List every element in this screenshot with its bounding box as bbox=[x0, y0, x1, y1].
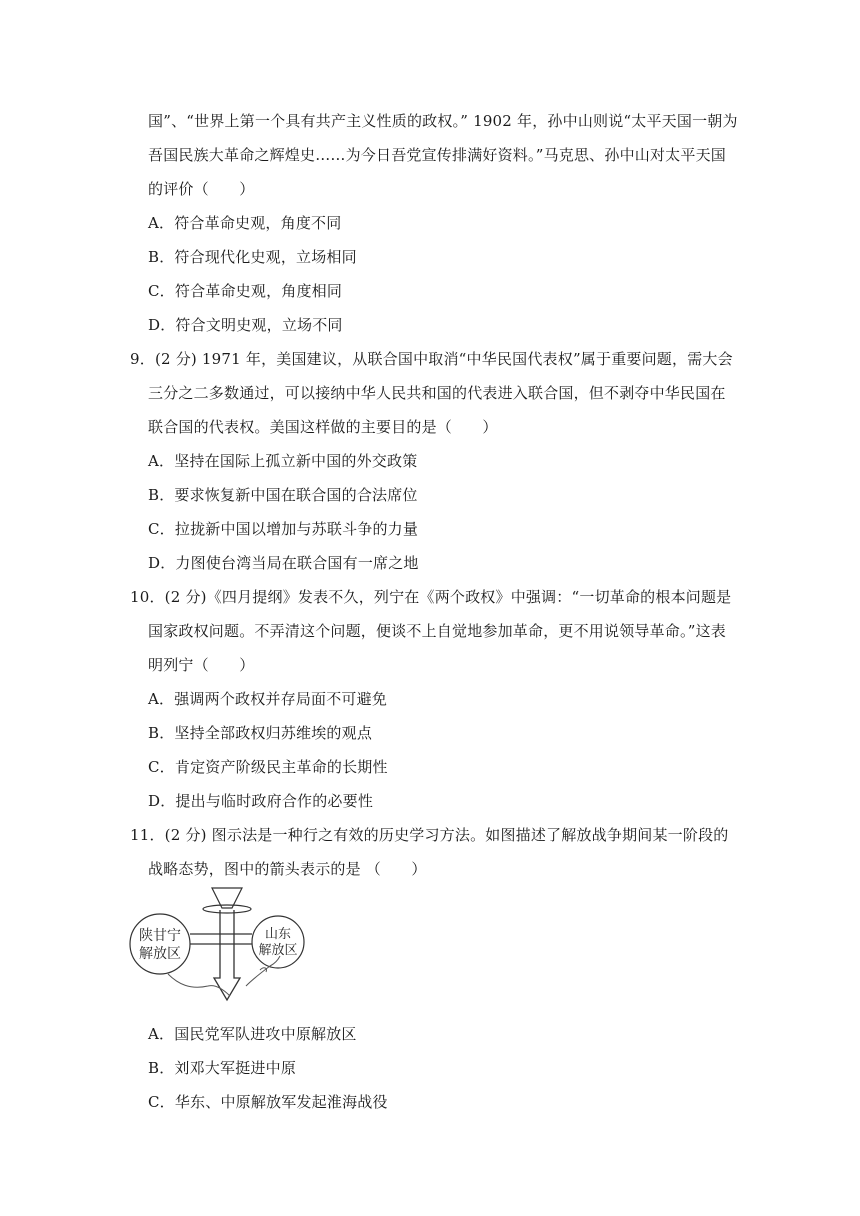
q8-stem-line-3: 的评价（ ） bbox=[148, 180, 255, 198]
q10-stem-line-1: 10．(2 分)《四月提纲》发表不久，列宁在《两个政权》中强调：“一切革命的根本问题是 bbox=[130, 588, 732, 606]
q11-option-a: A．国民党军队进攻中原解放区 bbox=[148, 1025, 357, 1043]
q9-stem-line-3: 联合国的代表权。美国这样做的主要目的是（ ） bbox=[148, 418, 498, 436]
q8-option-d: D．符合文明史观，立场不同 bbox=[148, 316, 343, 334]
right-label-line-1: 山东 bbox=[264, 927, 292, 942]
q8-stem-line-2: 吾国民族大革命之辉煌史……为今日吾党宣传排满好资料。”马克思、孙中山对太平天国 bbox=[148, 146, 726, 164]
q10-option-d: D．提出与临时政府合作的必要性 bbox=[148, 792, 374, 810]
q9-option-b: B．要求恢复新中国在联合国的合法席位 bbox=[148, 486, 418, 504]
q8-stem-line-1: 国”、“世界上第一个具有共产主义性质的政权。” 1902 年，孙中山则说“太平天国一朝为 bbox=[148, 112, 738, 130]
q10-option-c: C．肯定资产阶级民主革命的长期性 bbox=[148, 758, 388, 776]
q10-option-b: B．坚持全部政权归苏维埃的观点 bbox=[148, 724, 373, 742]
q8-option-a: A．符合革命史观，角度不同 bbox=[148, 214, 342, 232]
q11-stem-line-2: 战略态势，图中的箭头表示的是 （ ） bbox=[148, 860, 427, 878]
river-curve-right bbox=[246, 956, 280, 986]
q8-option-c: C．符合革命史观，角度相同 bbox=[148, 282, 343, 300]
q9-option-c: C．拉拢新中国以增加与苏联斗争的力量 bbox=[148, 520, 419, 538]
q11-stem-line-1: 11．(2 分) 图示法是一种行之有效的历史学习方法。如图描述了解放战争期间某一阶段的 bbox=[130, 826, 729, 844]
q11-option-c: C．华东、中原解放军发起淮海战役 bbox=[148, 1093, 388, 1111]
q9-option-a: A．坚持在国际上孤立新中国的外交政策 bbox=[148, 452, 418, 470]
q10-stem-line-2: 国家政权问题。不弄清这个问题，便谈不上自觉地参加革命，更不用说领导革命。”这表 bbox=[148, 622, 726, 640]
river-curve-left bbox=[168, 974, 230, 996]
left-label-line-1: 陕甘宁 bbox=[139, 928, 181, 944]
strategy-diagram bbox=[128, 886, 308, 1006]
q9-stem-line-2: 三分之二多数通过，可以接纳中华人民共和国的代表进入联合国，但不剥夺中华民国在 bbox=[148, 384, 726, 402]
ring-shape bbox=[203, 905, 251, 913]
q9-stem-line-1: 9．(2 分) 1971 年，美国建议，从联合国中取消“中华民国代表权”属于重要问题，需大会 bbox=[130, 350, 733, 368]
q10-stem-line-3: 明列宁（ ） bbox=[148, 656, 255, 674]
right-label-line-2: 解放区 bbox=[258, 943, 298, 958]
right-circle bbox=[252, 916, 304, 968]
q8-option-b: B．符合现代化史观，立场相同 bbox=[148, 248, 357, 266]
left-circle bbox=[130, 914, 190, 974]
q11-option-b: B．刘邓大军挺进中原 bbox=[148, 1059, 297, 1077]
arrow-down-icon bbox=[214, 910, 240, 1000]
left-label-line-2: 解放区 bbox=[139, 946, 181, 962]
q10-option-a: A．强调两个政权并存局面不可避免 bbox=[148, 690, 388, 708]
q9-option-d: D．力图使台湾当局在联合国有一席之地 bbox=[148, 554, 419, 572]
